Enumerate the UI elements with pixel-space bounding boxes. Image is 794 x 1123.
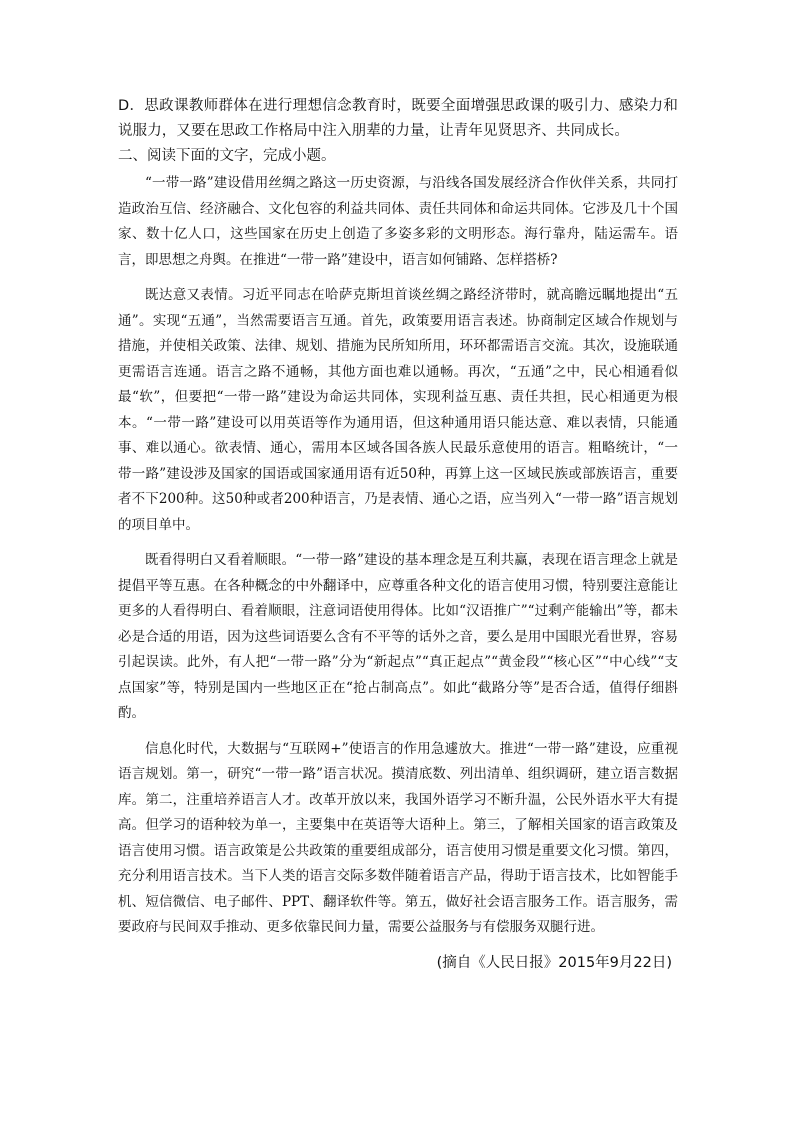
section-heading: 二、阅读下面的文字，完成小题。 [118,148,336,164]
paragraph-3: 既看得明白又看着顺眼。“一带一路”建设的基本理念是互利共赢，表现在语言理念上就是提倡平等互惠。在各种概念的中外翻译中，应尊重各种文化的语言使用习惯，特别要注意能让更多的人看得明白、看着顺眼，注意词语使用得体。比如“汉语推广”“过剩产能输出”等，都未必是合适的用语，因为这些词语要么含有不平等的话外之音，要么是用中国眼光看世界，容易引起误读。此外，有人把“一带一路”分为“新起点”“真正起点”“黄金段”“核心区”“中心线”“支点国家”等，特别是国内一些地区正在“抢占制高点”。如此“截路分等”是否合适，值得仔细斟酌。 [118,552,678,721]
document-body [118,94,678,976]
paragraph-2: 既达意又表情。习近平同志在哈萨克斯坦首谈丝绸之路经济带时，就高瞻远瞩地提出“五通”。实现“五通”，当然需要语言互通。首先，政策要用语言表述。协商制定区域合作规划与措施，并使相关政策、法律、规划、措施为民所知所用，环环都需语言交流。其次，设施联通更需语言连通。语言之路不通畅，其他方面也难以通畅。再次，“五通”之中，民心相通看似最“软”，但要把“一带一路”建设为命运共同体，实现利益互惠、责任共担，民心相通更为根本。“一带一路”建设可以用英语等作为通用语，但这种通用语只能达意、难以表情，只能通事、难以通心。欲表情、通心，需用本区域各国各族人民最乐意使用的语言。粗略统计，“一带一路”建设涉及国家的国语或国家通用语有近50种，再算上这一区域民族或部族语言，重要者不下200种。这50种或者200种语言，乃是表情、通心之语，应当列入“一带一路”语言规划的项目单中。 [118,287,678,533]
source-note: (摘自《人民日报》2015年9月22日) [436,954,672,971]
paragraph-4: 信息化时代，大数据与“互联网+”使语言的作用急遽放大。推进“一带一路”建设，应重视语言规划。第一，研究“一带一路”语言状况。摸清底数、列出清单、组织调研，建立语言数据库。第二，注重培养语言人才。改革开放以来，我国外语学习不断升温，公民外语水平大有提高。但学习的语种较为单一，主要集中在英语等大语种上。第三，了解相关国家的语言政策及语言使用习惯。语言政策是公共政策的重要组成部分，语言使用习惯是重要文化习惯。第四，充分利用语言技术。当下人类的语言交际多数伴随着语言产品，得助于语言技术，比如智能手机、短信微信、电子邮件、PPT、翻译软件等。第五，做好社会语言服务工作。语言服务，需要政府与民间双手推动、更多依靠民间力量，需要公益服务与有偿服务双腿行进。 [118,740,678,935]
paragraph-1: “一带一路”建设借用丝绸之路这一历史资源，与沿线各国发展经济合作伙伴关系，共同打造政治互信、经济融合、文化包容的利益共同体、责任共同体和命运共同体。它涉及几十个国家、数十亿人口，这些国家在历史上创造了多姿多彩的文明形态。海行靠舟，陆运需车。语言，即思想之舟舆。在推进“一带一路”建设中，语言如何铺路、怎样搭桥? [118,175,678,268]
option-d-text: D．思政课教师群体在进行理想信念教育时，既要全面增强思政课的吸引力、感染力和说服力，又要在思政工作格局中注入朋辈的力量，让青年见贤思齐、共同成长。 [118,98,678,139]
